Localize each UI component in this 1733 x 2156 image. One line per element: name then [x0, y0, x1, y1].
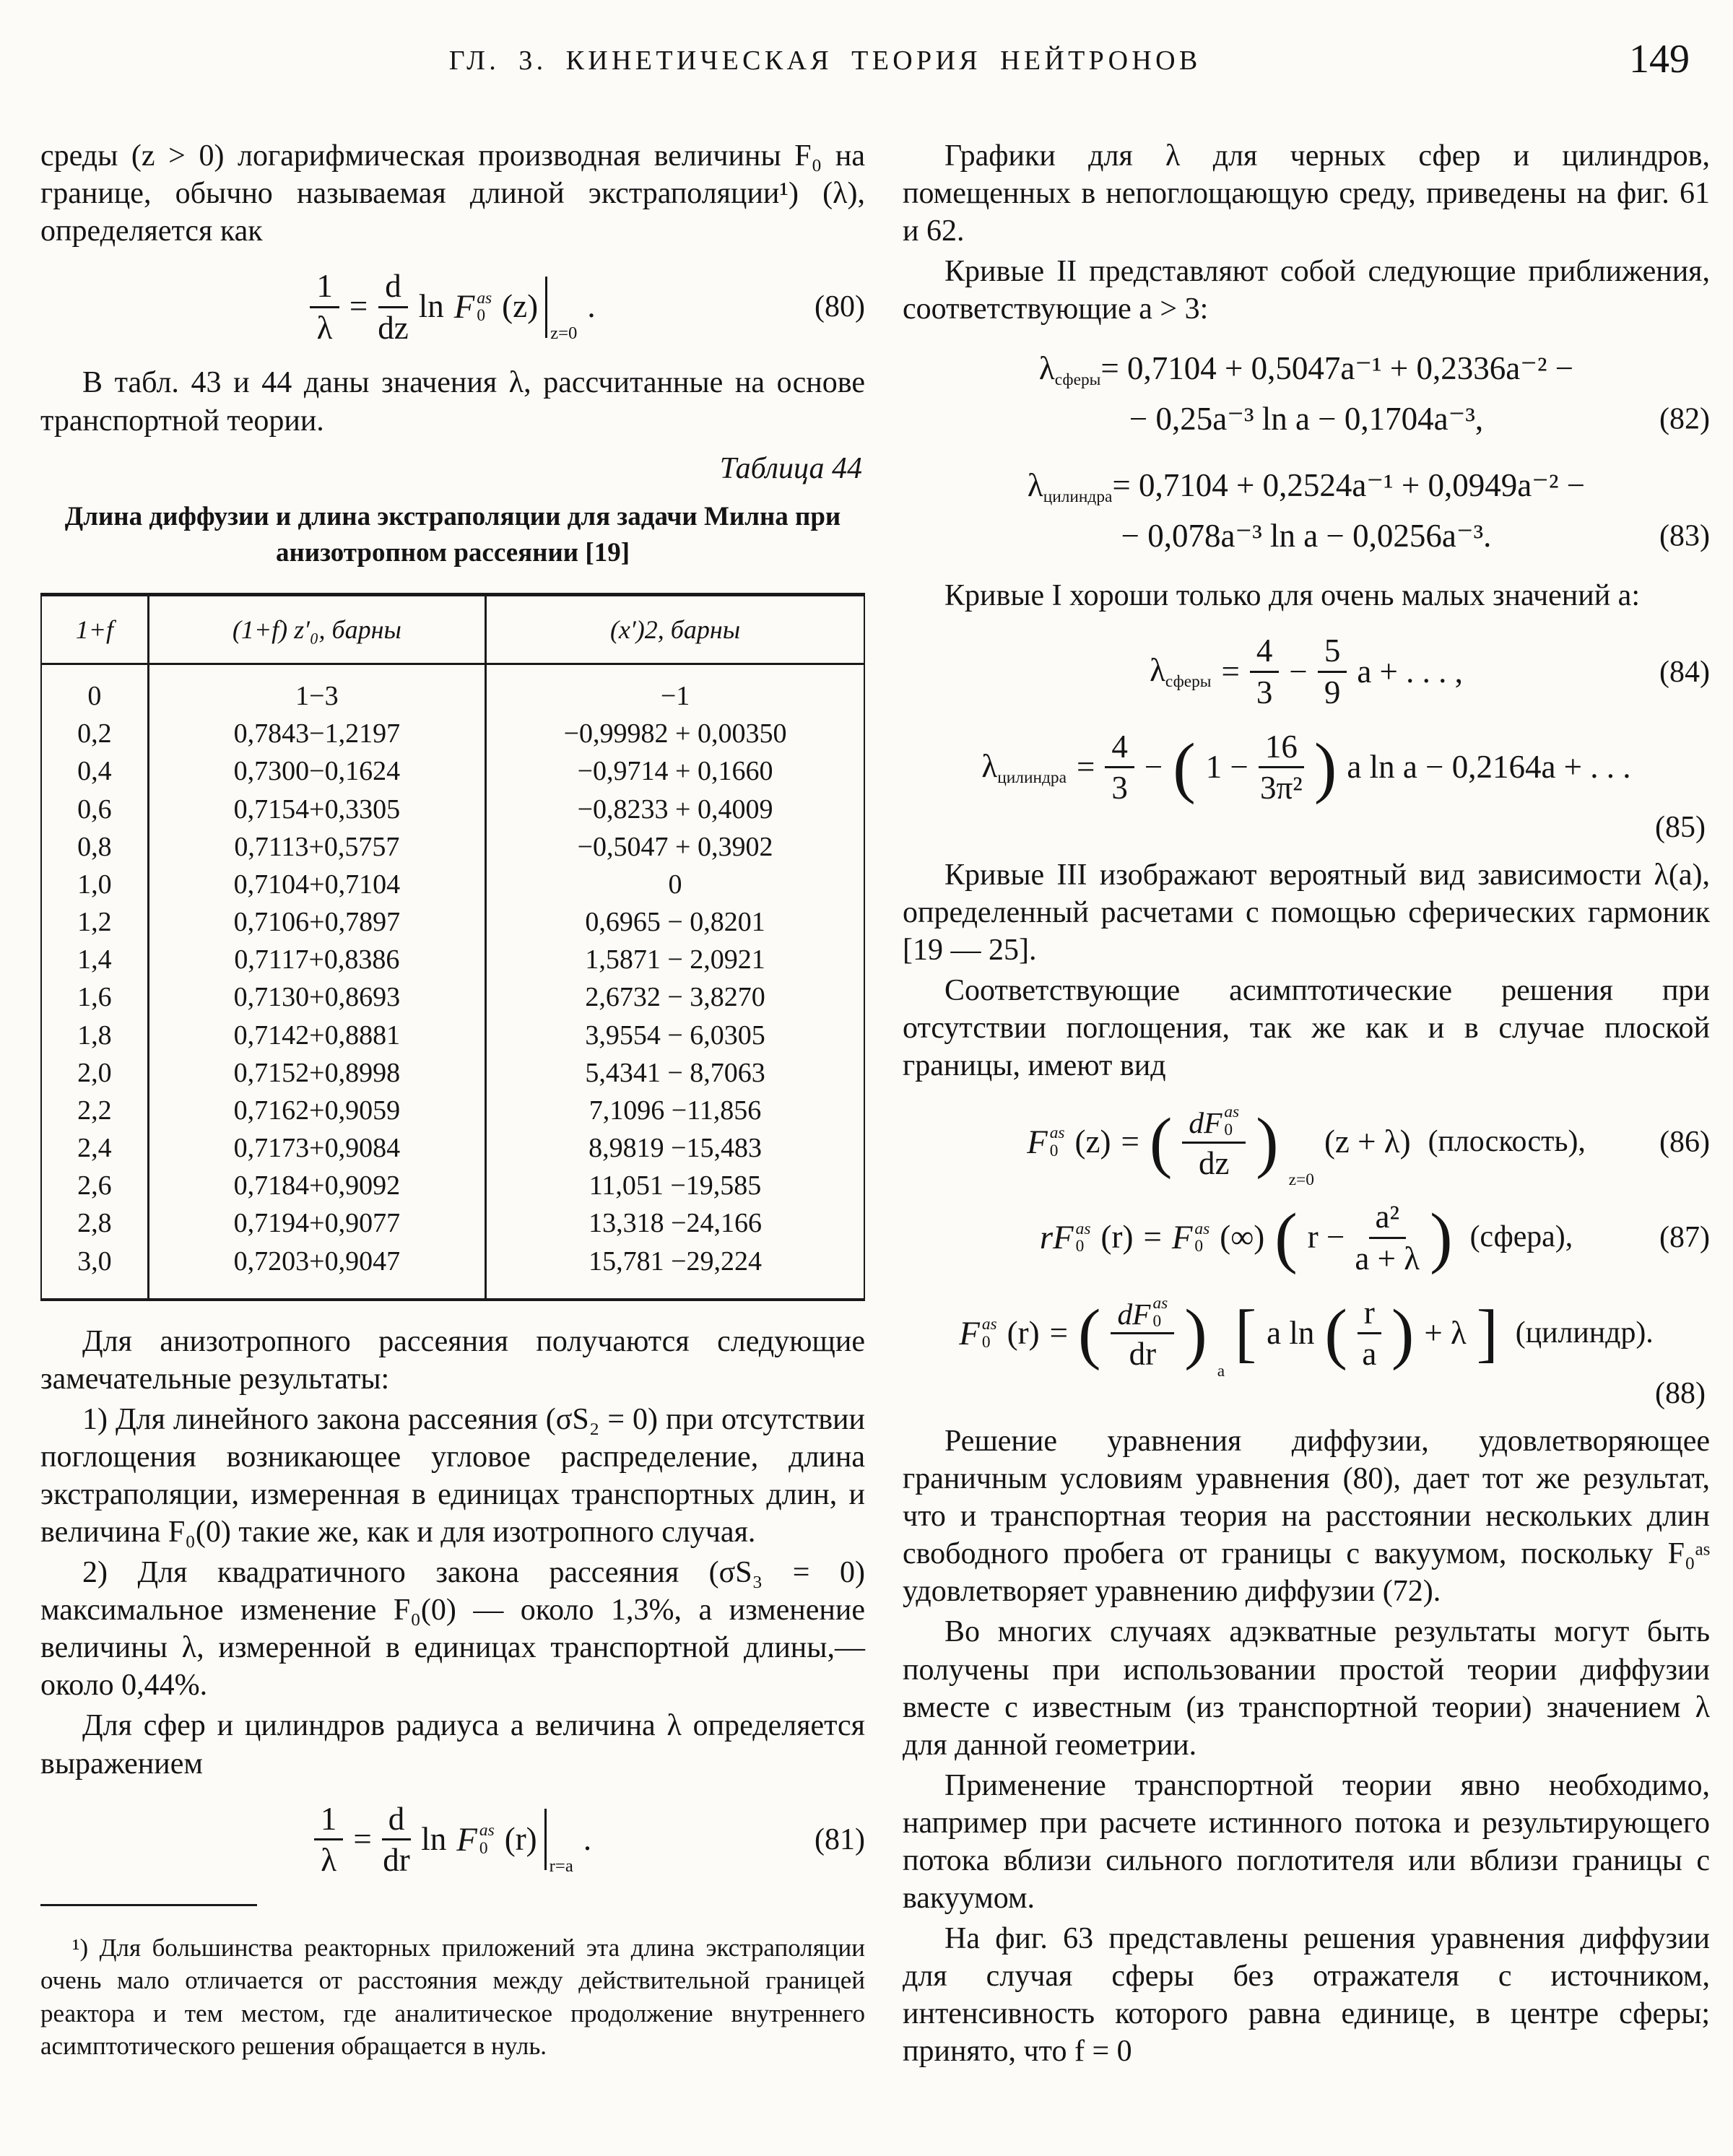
equation-number: (87) [1659, 1221, 1710, 1255]
fraction [1318, 633, 1347, 710]
math-token: F [1027, 1123, 1048, 1161]
fraction-numerator: 1 [314, 1801, 344, 1841]
table-row [41, 1243, 864, 1300]
fraction-denominator: 9 [1324, 674, 1341, 711]
math-token: as [477, 288, 492, 308]
table-cell: 1−3 [148, 664, 485, 716]
flux-symbol [454, 286, 492, 328]
math-token: r − [1307, 1219, 1345, 1256]
equation-number: (84) [1659, 655, 1710, 689]
fraction [1358, 1295, 1381, 1372]
table-cell: −0,5047 + 0,3902 [486, 828, 864, 866]
table-cell: 1,6 [77, 982, 112, 1013]
math-token: = [1049, 1314, 1068, 1351]
fraction-denominator: 3 [1256, 674, 1273, 711]
fraction [310, 269, 339, 345]
math-token: 0 [981, 1332, 991, 1352]
paragraph-solution: Решение уравнения диффузии, удовлетворяющее граничным условиям уравнения (80), дает тот же результат, что и транспортная теория на расстоянии нескольких длин свободного пробега от границы с вакуумом, поскольку F₀ᵃˢ удовлетворяет уравнению диффузии (72). [903, 1425, 1710, 1609]
math-subscript: сферы [1165, 672, 1212, 692]
evaluation-condition: r=a [549, 1856, 573, 1876]
table-cell: 1,5871 − 2,0921 [486, 941, 864, 978]
table-cell: 0,7203+0,9047 [148, 1243, 485, 1300]
table-cell: 0,7843−1,2197 [148, 715, 485, 752]
equation-number: (82) [1659, 402, 1710, 436]
evaluation-condition: z=0 [550, 323, 578, 344]
right-column [903, 137, 1710, 2088]
math-token: = [1121, 1123, 1139, 1160]
column-header: 1+f [41, 594, 148, 664]
math-token: F [456, 1820, 477, 1859]
sup-sub-stack [1050, 1124, 1065, 1160]
math-token: a + . . . , [1357, 653, 1463, 690]
math-token: 0 [479, 1838, 488, 1858]
fraction [1105, 729, 1134, 806]
math-subscript: сферы [1054, 370, 1101, 390]
math-token: (∞) [1220, 1219, 1265, 1256]
footnote: ¹) Для большинства реакторных приложений эта длина экстраполяции очень мало отличается от расстояния между действительной границей реактора и тем местом, где аналитическое продолжение внутреннего асимптотического решения обращается в нуль. [40, 1933, 865, 2061]
math-token: − [1144, 748, 1163, 785]
math-token: as [1049, 1123, 1065, 1143]
math-token: = [1143, 1219, 1162, 1256]
evaluation-bar [544, 1809, 573, 1876]
equation-81 [40, 1801, 865, 1878]
table-body [41, 664, 864, 1300]
math-token: ln [421, 1820, 447, 1857]
paragraph-intro: среды (z > 0) логарифмическая производная величины F₀ на границе, обычно называемая длиной экстраполяции¹) (λ), определяется как [40, 139, 865, 248]
table-cell: 2,0 [77, 1057, 112, 1088]
math-token: − 0,25a⁻³ ln a − 0,1704a⁻³, [1129, 401, 1484, 438]
sup-sub-stack [1152, 1295, 1168, 1330]
equation-line [903, 394, 1710, 445]
paragraph-results: Для анизотропного рассеяния получаются следующие замечательные результаты: [40, 1324, 865, 1396]
math-token: 0 [1224, 1120, 1233, 1139]
table-cell: −1 [486, 664, 864, 716]
table-cell: 13,318 −24,166 [486, 1204, 864, 1242]
table-cell: 0,7104+0,7104 [148, 866, 485, 903]
table-cell: 0,7162+0,9059 [148, 1092, 485, 1129]
equation-80 [40, 269, 865, 345]
fraction-numerator: 16 [1259, 729, 1304, 769]
fraction [314, 1801, 344, 1878]
table-cell: 2,4 [77, 1133, 112, 1164]
math-token: F [1171, 1219, 1193, 1257]
fraction-numerator: 4 [1105, 729, 1134, 769]
fraction-numerator: a² [1369, 1199, 1406, 1239]
table-row [41, 752, 864, 790]
math-token: + λ [1424, 1314, 1467, 1351]
table-cell: 1,0 [77, 869, 112, 900]
fraction-denominator: dr [383, 1842, 410, 1879]
lambda-symbol [981, 747, 1067, 788]
equation-86: F as 0 (z) = ( dF as 0 dz ) z=0 (z + λ) (плоскость), (86) [903, 1103, 1710, 1181]
table-header [41, 594, 864, 664]
table-cell: −0,9714 + 0,1660 [486, 752, 864, 790]
list-item-2: 2) Для квадратичного закона рассеяния (σS₃ = 0) максимальное изменение F₀(0) — около 1,3%, а изменение величины λ, измеренной в единицах транспортной длины,—около 0,44%. [40, 1556, 865, 1703]
fraction-denominator: λ [321, 1842, 337, 1879]
equation-82 [903, 344, 1710, 445]
fraction-numerator: 1 [310, 269, 339, 308]
fraction-denominator: a [1362, 1336, 1377, 1373]
table-title: Длина диффузии и длина экстраполяции для задачи Милна при анизотропном рассеянии [19] [64, 501, 841, 568]
table-cell: 2,6 [77, 1170, 112, 1201]
math-subscript: цилиндра [1043, 487, 1113, 507]
math-token: 1 − [1205, 748, 1248, 785]
table-row [41, 1129, 864, 1167]
math-token: λ [981, 747, 998, 784]
table-row [41, 1092, 864, 1129]
table-row [41, 978, 864, 1016]
math-token: 0 [477, 306, 486, 326]
table-cell: 0,7300−0,1624 [148, 752, 485, 790]
fraction-denominator: dr [1129, 1336, 1157, 1373]
paragraph-transport: Применение транспортной теории явно необходимо, например при расчете истинного потока и результирующего потока вблизи сильного поглотителя или вблизи границы с вакуумом. [903, 1768, 1710, 1916]
table-cell: 0,7154+0,3305 [148, 791, 485, 828]
table-cell: 11,051 −19,585 [486, 1167, 864, 1204]
table-row [41, 1017, 864, 1054]
table-cell: 0 [486, 866, 864, 903]
math-token: − [1289, 653, 1308, 690]
table-cell: 0,7194+0,9077 [148, 1204, 485, 1242]
math-token: λ [1027, 466, 1043, 503]
equation-88: F as 0 (r) = ( dF as 0 dr ) a [ a ln ( $\frac{r}{a}$ ) + λ ] (цилиндр). [903, 1295, 1710, 1372]
math-token: 0 [1152, 1311, 1162, 1331]
table-cell: 0,6 [77, 794, 112, 825]
geometry-label: (сфера), [1469, 1220, 1573, 1254]
table-row [41, 828, 864, 866]
fraction-numerator: 5 [1318, 633, 1347, 673]
table-cell: 1,4 [77, 944, 112, 975]
table-cell: 0,6965 − 0,8201 [486, 903, 864, 941]
page-number: 149 [1629, 37, 1690, 82]
chapter-title: ГЛ. 3. КИНЕТИЧЕСКАЯ ТЕОРИЯ НЕЙТРОНОВ [448, 45, 1202, 76]
equation-number: (85) [1655, 810, 1706, 844]
sup-sub-stack [1076, 1220, 1091, 1256]
math-token: ln [418, 288, 444, 325]
equation-number: (83) [1659, 518, 1710, 552]
math-token: (r) [504, 1820, 537, 1857]
fraction-denominator: 3π² [1260, 770, 1303, 807]
math-token: . [583, 1820, 592, 1857]
equation-83 [903, 461, 1710, 562]
math-token: dF [1117, 1297, 1151, 1331]
table-cell: 2,6732 − 3,8270 [486, 978, 864, 1016]
geometry-label: (цилиндр). [1515, 1316, 1654, 1349]
vertical-bar [544, 1809, 547, 1871]
fraction-numerator: r [1358, 1295, 1381, 1335]
table-cell: 0,7106+0,7897 [148, 903, 485, 941]
fraction [1355, 1199, 1420, 1276]
fraction-numerator: d [382, 1801, 412, 1841]
math-token: (z) [502, 288, 539, 325]
math-token: λ [1150, 652, 1165, 689]
paragraph-curves-i: Кривые I хороши только для очень малых значений a: [944, 579, 1640, 613]
fraction-denominator: λ [316, 309, 333, 346]
paren-subscript: z=0 [1288, 1170, 1314, 1190]
paragraph-curves-ii: Кривые II представляют собой следующие приближения, соответствующие a > 3: [903, 255, 1710, 326]
equation-87: rF as 0 (r) = F as 0 (∞) ( r − $\frac{\text{a²}}{a + \lambda}$ ) (сфера), (87) [1039, 1199, 1710, 1277]
fraction [1250, 633, 1280, 710]
table-44 [40, 593, 865, 1301]
sup-sub-stack [479, 1822, 495, 1857]
math-token: 0 [1075, 1237, 1085, 1256]
math-token: = [1221, 653, 1240, 690]
sup-sub-stack [477, 290, 492, 325]
fraction-denominator: a + λ [1355, 1240, 1420, 1277]
vertical-bar [545, 277, 547, 339]
table-row [41, 1167, 864, 1204]
flux-symbol [1040, 1217, 1091, 1259]
lambda-symbol [1039, 344, 1100, 394]
table-row [41, 664, 864, 716]
math-token: = [353, 1820, 372, 1857]
table-row [41, 715, 864, 752]
equation-85: λцилиндра = $\frac{4}{3}$ − ( 1 − $\frac{16}{\text{3π²}}$ ) a ln a − 0,2164a + . . . [981, 728, 1631, 807]
table-cell: 0,7184+0,9092 [148, 1167, 485, 1204]
column-header: (1+f) z′₀, барны [148, 594, 485, 664]
table-cell: −0,99982 + 0,00350 [486, 715, 864, 752]
lambda-symbol [1150, 651, 1211, 692]
table-header-row [41, 594, 864, 664]
paragraph-asymptotic: Соответствующие асимптотические решения при отсутствии поглощения, так же как и в случае плоской границы, имеют вид [903, 974, 1710, 1083]
math-token: rF [1039, 1219, 1074, 1257]
math-token: = 0,7104 + 0,5047a⁻¹ + 0,2336a⁻² − [1100, 350, 1574, 387]
table-cell: 2,8 [77, 1208, 112, 1239]
table-cell: 8,9819 −15,483 [486, 1129, 864, 1167]
table-row [41, 1204, 864, 1242]
table-caption: Таблица 44 [719, 451, 862, 485]
table-cell: 0,2 [77, 718, 112, 749]
geometry-label: (плоскость), [1428, 1124, 1586, 1158]
table-cell: 15,781 −29,224 [486, 1243, 864, 1300]
sup-sub-stack [982, 1316, 997, 1351]
math-token: (z) [1074, 1123, 1111, 1160]
fraction [1111, 1295, 1174, 1372]
table-cell: 0,7130+0,8693 [148, 978, 485, 1016]
table-cell: 0,7173+0,9084 [148, 1129, 485, 1167]
math-token: as [1152, 1294, 1168, 1313]
equation-number: (80) [815, 290, 865, 324]
flux-symbol [456, 1819, 494, 1861]
fraction-numerator [1182, 1103, 1246, 1143]
equation-line [903, 461, 1710, 511]
table-cell: 0,7117+0,8386 [148, 941, 485, 978]
math-token: (r) [1007, 1314, 1040, 1351]
fraction-denominator: dz [378, 309, 409, 346]
table-cell: 7,1096 −11,856 [486, 1092, 864, 1129]
math-token: = [1076, 748, 1095, 785]
equation-number: (81) [815, 1822, 865, 1856]
two-column-layout [40, 137, 1710, 2088]
math-token: . [587, 288, 596, 325]
left-column [40, 137, 865, 2088]
footnote-rule [40, 1904, 257, 1906]
fraction [382, 1801, 412, 1878]
paragraph-fig63: На фиг. 63 представлены решения уравнения диффузии для случая сферы без отражателя с источником, интенсивность которого равна единице, в центре сферы; принято, что f = 0 [903, 1922, 1710, 2069]
table-cell: 2,2 [77, 1095, 112, 1126]
equation-number: (86) [1659, 1125, 1710, 1159]
math-token: F [959, 1314, 980, 1352]
paragraph-graphs: Графики для λ для черных сфер и цилиндров, помещенных в непоглощающую среду, приведены на фиг. 61 и 62. [903, 139, 1710, 248]
table-row [41, 903, 864, 941]
math-token: = 0,7104 + 0,2524a⁻¹ + 0,0949a⁻² − [1112, 466, 1586, 503]
paragraph-adequate: Во многих случаях адэкватные результаты могут быть получены при использовании простой теории диффузии вместе с известным (из транспортной теории) значением λ для данной геометрии. [903, 1615, 1710, 1762]
equation-number: (88) [1655, 1377, 1706, 1411]
table-cell: 0,4 [77, 756, 112, 787]
flux-symbol [959, 1313, 996, 1355]
column-header: (x′)2, барны [486, 594, 864, 664]
equation-line [903, 344, 1710, 394]
evaluation-bar [545, 277, 578, 344]
math-token: 0 [1194, 1237, 1204, 1256]
math-token: as [981, 1315, 997, 1334]
math-token: F [453, 288, 475, 326]
sup-sub-stack [1194, 1220, 1209, 1256]
table-row [41, 1054, 864, 1092]
table-cell: 5,4341 − 8,7063 [486, 1054, 864, 1092]
fraction-numerator: d [378, 269, 408, 308]
fraction [378, 269, 408, 345]
paragraph-table-reference: В табл. 43 и 44 даны значения λ, рассчитанные на основе транспортной теории. [40, 366, 865, 438]
paragraph-spheres: Для сфер и цилиндров радиуса a величина λ определяется выражением [40, 1709, 865, 1781]
paragraph-curves-iii: Кривые III изображают вероятный вид зависимости λ(a), определенный расчетами с помощью сферических гармоник [19 — 25]. [903, 858, 1710, 968]
list-item-1: 1) Для линейного закона рассеяния (σS₂ = 0) при отсутствии поглощения возникающее угловое распределение, длина экстраполяции, измеренная в единицах транспортных длин, и величина F₀(0) такие же, как и для изотропного случая. [40, 1402, 865, 1549]
table-cell: 0,8 [77, 831, 112, 862]
table-row [41, 941, 864, 978]
math-token: as [1194, 1219, 1210, 1238]
fraction [1259, 729, 1304, 806]
equation-line [903, 511, 1710, 562]
page-header [40, 36, 1710, 87]
fraction-denominator: 3 [1111, 770, 1128, 807]
fraction-numerator: 4 [1250, 633, 1280, 673]
math-token: (r) [1100, 1219, 1134, 1256]
fraction-denominator: dz [1199, 1144, 1230, 1181]
equation-84 [903, 633, 1710, 710]
math-token: (z + λ) [1324, 1123, 1411, 1160]
table-cell: 0,7113+0,5757 [148, 828, 485, 866]
table-cell: 3,0 [77, 1246, 112, 1277]
math-token: a ln a − 0,2164a + . . . [1347, 748, 1631, 785]
math-token: dF [1189, 1105, 1222, 1139]
math-token: as [1075, 1219, 1091, 1238]
math-token: as [479, 1821, 495, 1840]
table-row [41, 866, 864, 903]
math-token: 0 [1049, 1141, 1059, 1160]
fraction-numerator [1111, 1295, 1174, 1334]
table-cell: 0,7142+0,8881 [148, 1017, 485, 1054]
math-token: = [349, 288, 368, 325]
table-cell: 1,8 [77, 1020, 112, 1051]
fraction [1182, 1103, 1246, 1181]
math-token: a ln [1267, 1314, 1315, 1351]
flux-symbol [1027, 1121, 1064, 1163]
sup-sub-stack [1224, 1103, 1239, 1139]
table-cell: 0 [87, 681, 102, 712]
table-cell: 1,2 [77, 907, 112, 938]
table-cell: 3,9554 − 6,0305 [486, 1017, 864, 1054]
math-token: − 0,078a⁻³ ln a − 0,0256a⁻³. [1121, 517, 1492, 554]
table-row [41, 791, 864, 828]
table-cell: −0,8233 + 0,4009 [486, 791, 864, 828]
table-cell: 0,7152+0,8998 [148, 1054, 485, 1092]
flux-symbol [1172, 1217, 1209, 1259]
math-token: λ [1038, 350, 1055, 387]
math-token: as [1224, 1103, 1240, 1122]
math-subscript: цилиндра [997, 768, 1067, 787]
paren-subscript: a [1217, 1361, 1225, 1381]
lambda-symbol [1028, 461, 1113, 511]
